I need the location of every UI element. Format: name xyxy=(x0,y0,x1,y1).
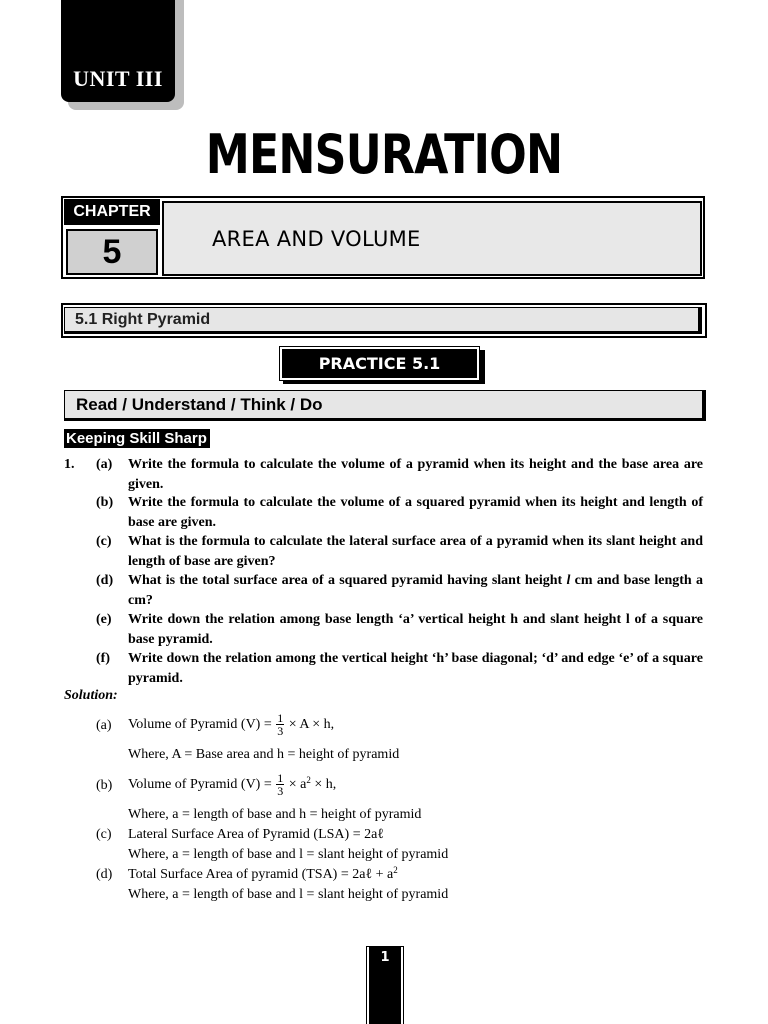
page-title: MENSURATION xyxy=(205,123,563,186)
question-text: What is the formula to calculate the lateral surface area of a pyramid when its slant height and length of base are given? xyxy=(128,534,703,569)
question-text: Write down the relation among base length ‘a’ vertical height h and slant height l of a square base pyramid. xyxy=(128,612,703,647)
question-label: (f) xyxy=(96,651,110,666)
solution-a-label: (a) xyxy=(96,718,112,733)
solution-c-label: (c) xyxy=(96,827,112,842)
solution-a-where: Where, A = Base area and h = height of pyramid xyxy=(128,747,400,762)
question-label: (b) xyxy=(96,495,114,510)
chapter-label: CHAPTER xyxy=(64,199,160,225)
question-text: Write the formula to calculate the volume of a squared pyramid when its height and length of base are given. xyxy=(128,495,703,530)
read-understand-bar xyxy=(64,390,706,421)
question-label: (c) xyxy=(96,534,112,549)
solution-b-label: (b) xyxy=(96,778,113,793)
solution-c-formula: Lateral Surface Area of Pyramid (LSA) = 2aℓ xyxy=(128,827,385,842)
section-title: 5.1 Right Pyramid xyxy=(75,311,211,328)
chapter-number: 5 xyxy=(66,229,158,275)
chapter-title: AREA AND VOLUME xyxy=(212,227,421,251)
question-label: (e) xyxy=(96,612,112,627)
solution-label: Solution: xyxy=(64,688,118,703)
fraction: $\frac{1}{3}$ xyxy=(277,771,284,799)
section-bar xyxy=(64,307,702,334)
question-label: (a) xyxy=(96,457,113,472)
question-number: 1. xyxy=(64,457,75,472)
unit-label: UNIT III xyxy=(73,66,163,91)
read-understand-text: Read / Understand / Think / Do xyxy=(76,395,323,414)
solution-d-label: (d) xyxy=(96,867,113,882)
page-number-tab xyxy=(367,947,403,1024)
solution-d-formula: Total Surface Area of pyramid (TSA) = 2aℓ + $a^2$ xyxy=(128,865,398,882)
question-label: (d) xyxy=(96,573,114,588)
solution-a-formula: Volume of Pyramid (V) = $\frac{1}{3}$ × A × h, xyxy=(128,711,335,739)
question-text: Write the formula to calculate the volume of a pyramid when its height and the base area are given. xyxy=(128,457,703,492)
solution-c-where: Where, a = length of base and l = slant height of pyramid xyxy=(128,847,449,862)
solution-b-formula: Volume of Pyramid (V) = $\frac{1}{3}$ × $a^2 \times h$, xyxy=(128,771,337,799)
solution-b-where: Where, a = length of base and h = height of pyramid xyxy=(128,807,422,822)
question-text: Write down the relation among the vertical height ‘h’ base diagonal; ‘d’ and edge ‘e’ of a square pyramid. xyxy=(128,651,703,686)
page-number: 1 xyxy=(380,950,390,965)
chapter-title-box xyxy=(162,201,702,276)
solution-d-where: Where, a = length of base and l = slant height of pyramid xyxy=(128,887,449,902)
practice-badge: PRACTICE 5.1 xyxy=(280,347,479,380)
question-text: What is the total surface area of a squared pyramid having slant height l cm and base length a cm? xyxy=(128,573,703,608)
fraction: $\frac{1}{3}$ xyxy=(277,711,284,739)
unit-tab xyxy=(61,0,175,102)
variable-l: l xyxy=(566,573,571,588)
skill-heading: Keeping Skill Sharp xyxy=(64,429,210,448)
